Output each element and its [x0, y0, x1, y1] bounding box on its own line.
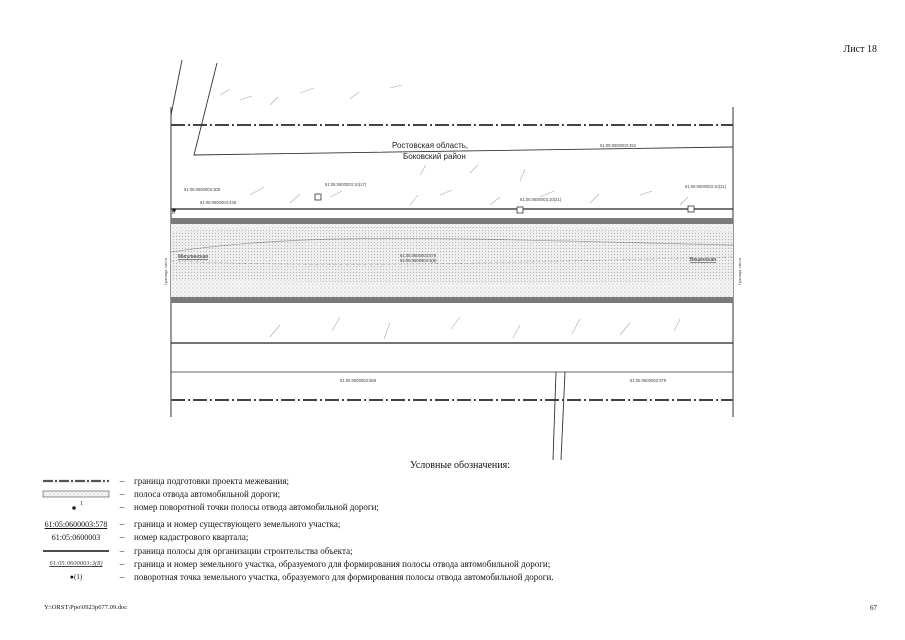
legend-dash: –	[119, 501, 125, 512]
turn-point-number: 1	[80, 500, 83, 507]
legend-text: полоса отвода автомобильной дороги;	[134, 488, 281, 499]
legend-row	[36, 570, 856, 583]
survey-boundary-symbol	[36, 475, 116, 487]
legend-dash: –	[119, 571, 125, 582]
boundary-left-label: Граница листа	[163, 257, 168, 285]
sheet-number: Лист 18	[843, 44, 877, 55]
legend-row	[36, 500, 856, 513]
legend-text: граница и номер земельного участка, образуемого для формирования полосы отвода автомобильной дороги;	[134, 558, 551, 569]
turn-point-label: б	[172, 210, 175, 216]
parcel-marker-1	[315, 194, 321, 200]
legend-row	[36, 531, 856, 544]
parcel-label-9: 61:05:0600003:379	[630, 378, 667, 383]
region-label-line1: Ростовская область,	[392, 141, 469, 150]
parcel-boundary-bottom-left	[553, 372, 556, 460]
parcel-label-1: 61:05:0600003:10(17)	[325, 182, 367, 187]
parcel-label-symbol	[36, 518, 116, 530]
new-parcel-number-sample: 61:05:0600003:3(8)	[49, 560, 103, 568]
legend-row	[36, 544, 856, 557]
legend-text: номер поворотной точки полосы отвода автомобильной дороги;	[134, 501, 379, 512]
legend-dash: –	[119, 519, 125, 530]
turn-point-symbol	[36, 501, 116, 513]
legend-row	[36, 487, 856, 500]
quarter-number-sample: 61:05:0600003	[51, 532, 101, 542]
parcel-number-sample: 61:05:0600003:578	[44, 519, 108, 529]
construction-line-symbol	[36, 545, 116, 557]
legend-dash: –	[119, 545, 125, 556]
legend-text: граница полосы для организации строительства объекта;	[134, 545, 353, 556]
road-to-label: Вешенская	[690, 257, 716, 263]
legend-text: граница подготовки проекта межевания;	[134, 475, 290, 486]
legend-row	[36, 474, 856, 487]
parcel-label-2: 61:05:0600003:10(21)	[520, 197, 562, 202]
new-parcel-label-symbol	[36, 558, 116, 570]
cadastral-map	[160, 55, 745, 465]
legend-text: номер кадастрового квартала;	[134, 532, 249, 543]
legend-row	[36, 557, 856, 570]
parcel-label-7: 61:05:0600003:3(8)	[400, 258, 437, 263]
new-turn-point-sample: ●(1)	[69, 572, 83, 581]
quarter-label-symbol	[36, 531, 116, 543]
legend-dash: –	[119, 488, 125, 499]
parcel-marker-3	[688, 206, 694, 212]
document-path: Y:\ORST\Ppo\0923p677.09.doc	[44, 604, 128, 611]
new-turn-point-symbol	[36, 571, 116, 583]
parcel-label-4: 61:05:0600003:308	[184, 187, 221, 192]
legend	[36, 474, 856, 584]
region-label-line2: Боковский район	[403, 152, 466, 161]
legend-dash: –	[119, 532, 125, 543]
legend-text: поворотная точка земельного участка, образуемого для формирования полосы отвода автомобильной дороги.	[134, 571, 554, 582]
parcel-label-3: 61:05:0600003:10(31)	[685, 184, 727, 189]
parcel-label-6: 61:05:0600003:578	[400, 253, 437, 258]
legend-title: Условные обозначения:	[409, 460, 510, 471]
legend-text: граница и номер существующего земельного участка;	[134, 519, 341, 530]
parcel-label-5: 61:05:0600003:438	[200, 200, 237, 205]
legend-dash: –	[119, 475, 125, 486]
parcel-boundary-bottom-right	[561, 372, 565, 460]
boundary-right-label: Граница листа	[737, 257, 742, 285]
road-edge-bottom	[171, 297, 733, 303]
road-edge-top	[171, 218, 733, 224]
legend-dash: –	[119, 558, 125, 569]
parcel-boundary-diagonal	[171, 60, 182, 115]
road-fill-band	[171, 226, 733, 283]
parcel-label-0: 61:05:0600003:452	[600, 143, 637, 148]
map-drawing	[160, 55, 745, 465]
road-from-label: Мигулинская	[178, 254, 208, 260]
parcel-label-8: 61:05:0600003:558	[340, 378, 377, 383]
legend-row	[36, 518, 856, 531]
parcel-marker-2	[517, 207, 523, 213]
page-number: 67	[870, 604, 877, 612]
road-strip-symbol	[36, 488, 116, 500]
